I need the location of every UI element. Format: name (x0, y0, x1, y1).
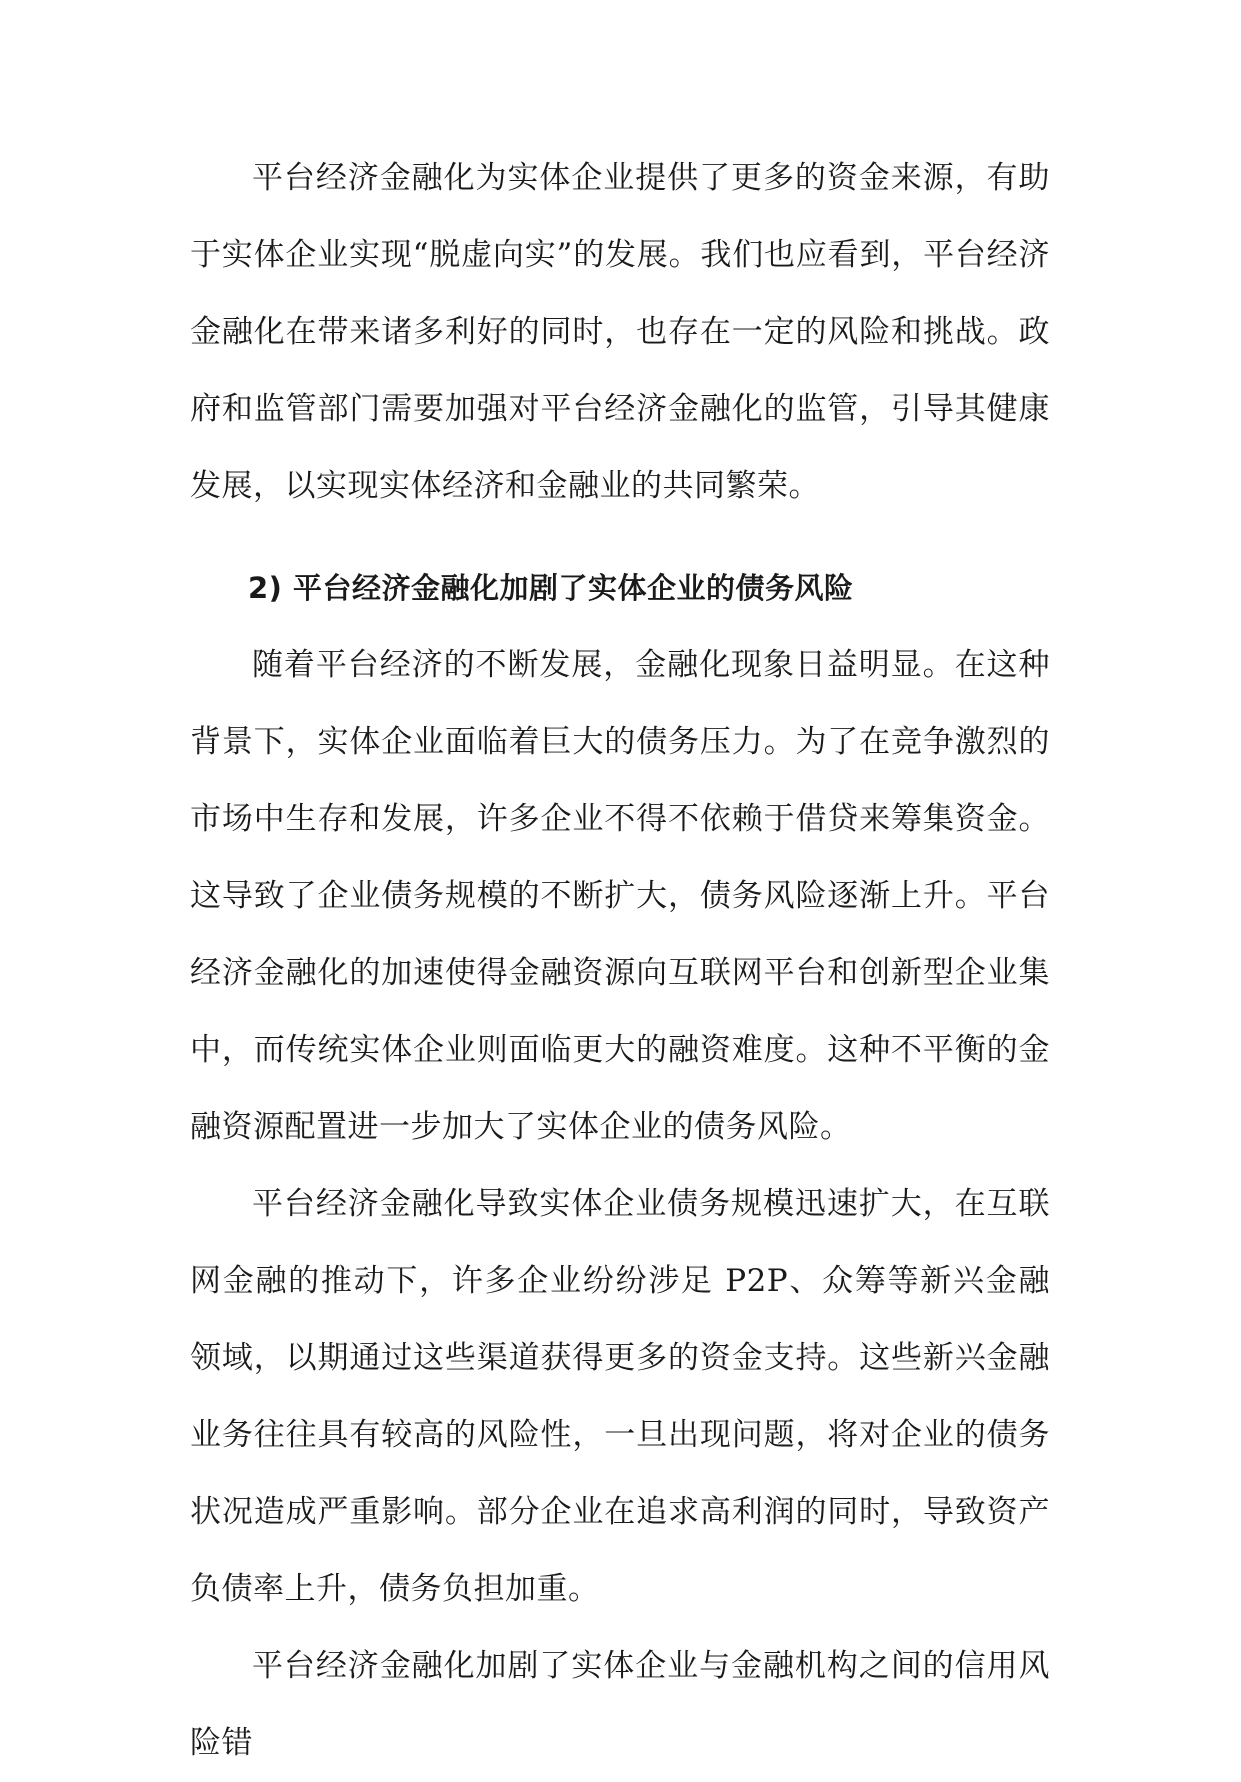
paragraph-3: 平台经济金融化导致实体企业债务规模迅速扩大，在互联网金融的推动下，许多企业纷纷涉足 P2P、众筹等新兴金融领域，以期通过这些渠道获得更多的资金支持。这些新兴金融业务往往具有较高的风险性，一旦出现问题，将对企业的债务状况造成严重影响。部分企业在追求高利润的同时，导致资产负债率上升，债务负担加重。 (190, 1186, 1050, 1607)
paragraph-4: 平台经济金融化加剧了实体企业与金融机构之间的信用风险错 (190, 1648, 1050, 1761)
section-heading: 2) 平台经济金融化加剧了实体企业的债务风险 (248, 571, 854, 605)
paragraph-2: 随着平台经济的不断发展，金融化现象日益明显。在这种背景下，实体企业面临着巨大的债务压力。为了在竞争激烈的市场中生存和发展，许多企业不得不依赖于借贷来筹集资金。这导致了企业债务规模的不断扩大，债务风险逐渐上升。平台经济金融化的加速使得金融资源向互联网平台和创新型企业集中，而传统实体企业则面临更大的融资难度。这种不平衡的金融资源配置进一步加大了实体企业的债务风险。 (190, 647, 1050, 1145)
paragraph-1: 平台经济金融化为实体企业提供了更多的资金来源，有助于实体企业实现“脱虚向实”的发展。我们也应看到，平台经济金融化在带来诸多利好的同时，也存在一定的风险和挑战。政府和监管部门需要加强对平台经济金融化的监管，引导其健康发展，以实现实体经济和金融业的共同繁荣。 (190, 160, 1050, 504)
section-gap (190, 525, 1050, 550)
document-page (190, 140, 1050, 1782)
